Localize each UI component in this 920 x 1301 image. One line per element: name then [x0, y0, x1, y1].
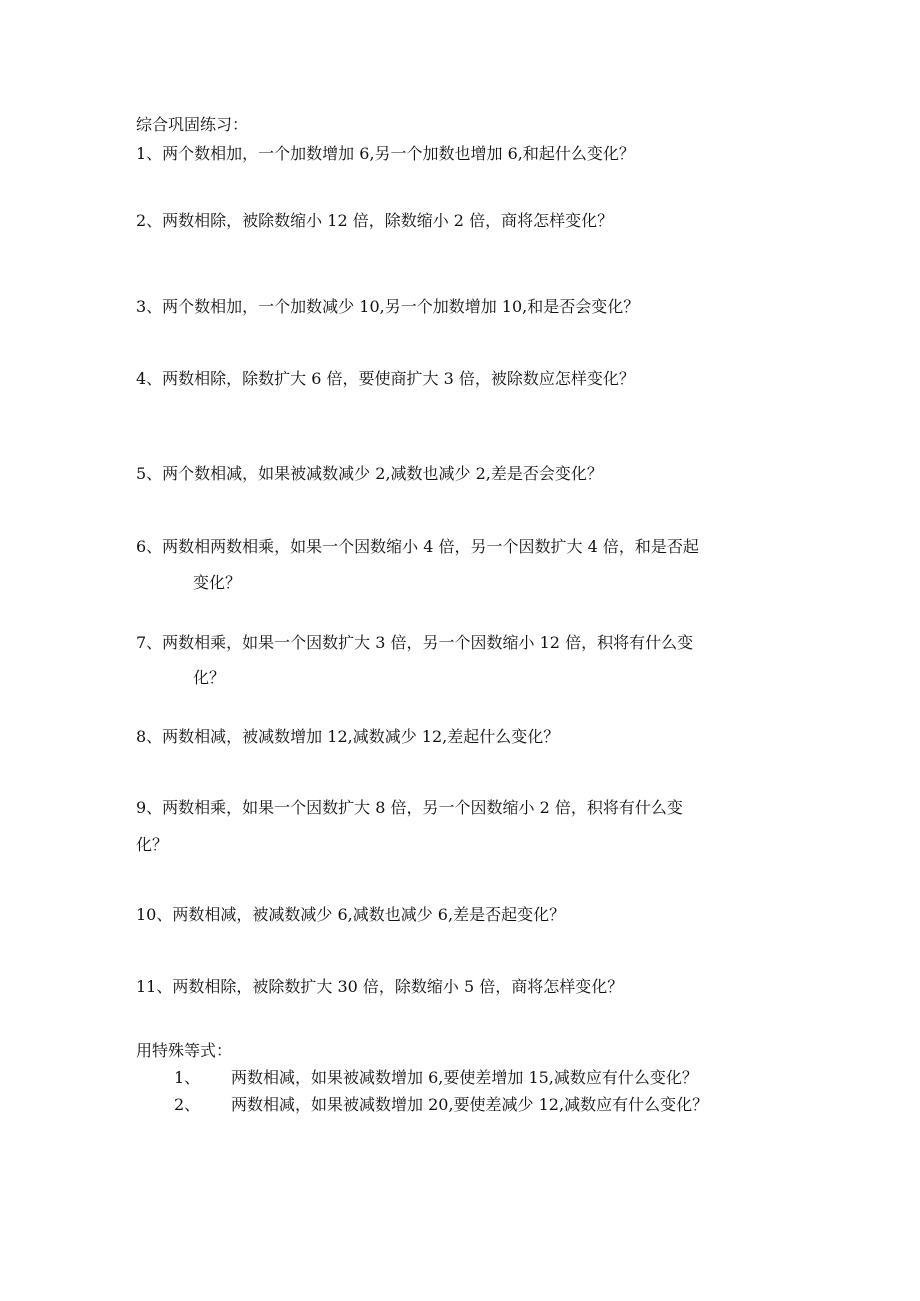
- question-9-line-2: 化？: [136, 835, 169, 854]
- section-title-special-equations: 用特殊等式：: [136, 1041, 233, 1060]
- special-item-2-number: 2、: [174, 1095, 201, 1114]
- question-7-line-1: 7、两数相乘，如果一个因数扩大 3 倍，另一个因数缩小 12 倍，积将有什么变: [136, 633, 694, 652]
- special-item-2-text: 两数相减，如果被减数增加 20,要使差减少 12,减数应有什么变化？: [231, 1095, 709, 1114]
- question-5: 5、两个数相减，如果被减数减少 2,减数也减少 2,差是否会变化？: [136, 464, 603, 483]
- question-1: 1、两个数相加，一个加数增加 6,另一个加数也增加 6,和起什么变化？: [136, 144, 635, 163]
- question-11: 11、两数相除，被除数扩大 30 倍，除数缩小 5 倍，商将怎样变化？: [136, 977, 624, 996]
- question-4: 4、两数相除，除数扩大 6 倍，要使商扩大 3 倍，被除数应怎样变化？: [136, 369, 635, 388]
- question-6-line-1: 6、两数相两数相乘，如果一个因数缩小 4 倍，另一个因数扩大 4 倍，和是否起: [136, 537, 699, 556]
- question-3: 3、两个数相加，一个加数减少 10,另一个加数增加 10,和是否会变化？: [136, 297, 640, 316]
- section-title-exercises: 综合巩固练习：: [136, 115, 249, 134]
- special-item-1-number: 1、: [174, 1068, 201, 1087]
- question-8: 8、两数相减，被减数增加 12,减数减少 12,差起什么变化？: [136, 727, 560, 746]
- question-6-line-2: 变化？: [193, 573, 242, 592]
- question-10: 10、两数相减，被减数减少 6,减数也减少 6,差是否起变化？: [136, 905, 566, 924]
- special-item-1-text: 两数相减，如果被减数增加 6,要使差增加 15,减数应有什么变化？: [231, 1068, 698, 1087]
- question-2: 2、两数相除，被除数缩小 12 倍，除数缩小 2 倍，商将怎样变化？: [136, 211, 614, 230]
- question-9-line-1: 9、两数相乘，如果一个因数扩大 8 倍，另一个因数缩小 2 倍，积将有什么变: [136, 798, 683, 817]
- question-7-line-2: 化？: [193, 668, 226, 687]
